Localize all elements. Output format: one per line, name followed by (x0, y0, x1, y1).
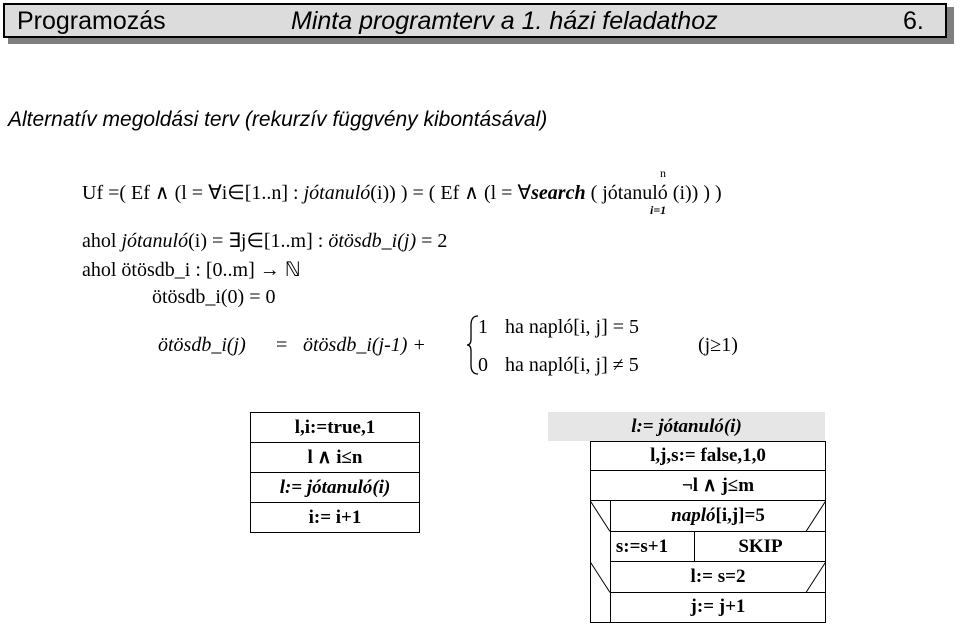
sg-text: napló (671, 505, 716, 526)
spec-text: (l = (483, 182, 513, 204)
spec-line-3 (82, 257, 301, 282)
recursion-right (303, 334, 426, 357)
case-condition: 5 (628, 354, 639, 376)
spec-function-name: jótanuló (303, 182, 371, 204)
forall-symbol: ∀ (208, 182, 222, 204)
sg-statement: l:= jótanuló(i) (251, 473, 419, 503)
spec-text: ötösdb_i(j-1) + (303, 334, 426, 356)
header-bar (3, 3, 947, 38)
case-value: 1 (478, 316, 488, 338)
spec-text: ( jótanuló (i)) ) ) (590, 182, 722, 204)
sg-loop-condition (251, 443, 420, 473)
spec-line-1 (82, 180, 722, 205)
and-symbol: ∧ (464, 182, 479, 204)
spec-function-name: jótanuló (121, 230, 189, 252)
spec-line-4: ötösdb_i(0) = 0 (152, 286, 276, 308)
search-lower-bound: i=1 (650, 203, 667, 217)
and-symbol: ∧ (317, 447, 332, 468)
search-upper-bound: n (660, 166, 666, 180)
sg-statement: i:= i+1 (251, 503, 419, 533)
recursion-left: ötösdb_i(j) (158, 334, 246, 356)
sg-statement: l,i:=true,1 (251, 413, 420, 443)
sg-statement: l:= s=2 (690, 566, 746, 587)
spec-function-name: ötösdb_i(j) (328, 230, 417, 252)
sg-text: l (307, 447, 313, 468)
section-title: Alternatív megoldási terv (rekurzív függvény kibontásával) (8, 108, 548, 131)
case-condition: ha napló[i, j] (505, 354, 608, 376)
sg-text: j≤m (721, 475, 755, 496)
forall-symbol: ∀ (517, 182, 532, 204)
search-operator: search (531, 182, 586, 204)
sg-loop-condition (610, 471, 826, 500)
header-title: Minta programterv a 1. házi feladathoz (291, 7, 718, 35)
sg-text: i≤n (336, 447, 363, 468)
sg-loop-body-table (251, 473, 419, 532)
case-value: 0 (478, 354, 488, 376)
sg-text: [i,j]=5 (715, 505, 765, 526)
spec-text: (i)) ) = ( Ef (370, 182, 460, 204)
spec-text: ahol (82, 230, 117, 252)
and-symbol: ∧ (154, 182, 170, 204)
recursion-equals: = (276, 334, 288, 356)
spec-line-2 (82, 228, 447, 253)
geq-symbol: ≥ (710, 334, 722, 356)
case-1 (478, 316, 639, 339)
spec-text: ahol ötösdb_i : [0..m] (82, 259, 255, 281)
spec-text: (i) = (188, 230, 224, 252)
arrow-symbol: → (259, 259, 280, 281)
case-2 (478, 354, 639, 377)
and-symbol: ∧ (702, 475, 717, 496)
natural-numbers-symbol: ℕ (284, 259, 301, 281)
recursion-domain: (j≥1) (698, 334, 738, 356)
sg-branch-true: s:=s+1 (615, 536, 669, 557)
spec-text: Uf =( Ef (82, 182, 150, 204)
not-equal-symbol: ≠ (612, 354, 624, 376)
function-title: l:= jótanuló(i) (548, 412, 825, 441)
exists-symbol: ∃ (228, 230, 241, 252)
header-page-number: 6. (903, 7, 924, 35)
spec-text: (l = (174, 182, 204, 204)
case-condition: ha napló[i, j] = 5 (505, 316, 640, 338)
sg-statement: l,j,s:= false,1,0 (650, 445, 766, 466)
sg-text: ¬l (681, 475, 699, 496)
sg-statement: j:= j+1 (690, 596, 746, 617)
sg-loop-body (251, 473, 420, 533)
spec-text: j∈[1..m] : (240, 230, 324, 252)
spec-text: i∈[1..n] : (221, 182, 299, 204)
main-structogram (250, 412, 420, 533)
spec-text: = 2 (421, 230, 448, 252)
header-course: Programozás (17, 7, 166, 35)
sg-branch-false: SKIP (738, 536, 783, 557)
sg-branch-condition (610, 501, 826, 531)
